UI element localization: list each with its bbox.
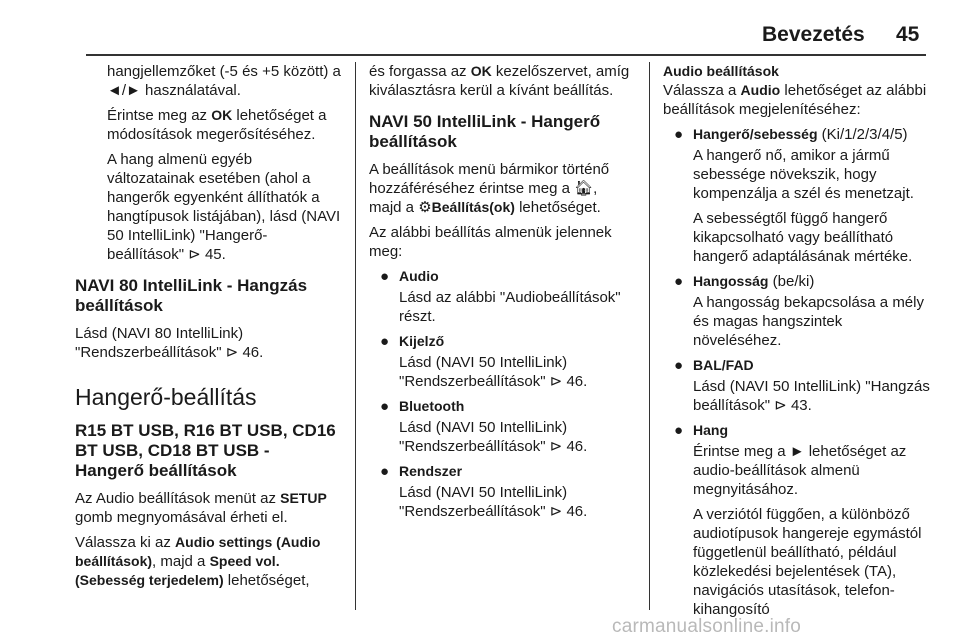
item-title: Rendszer (399, 463, 463, 479)
bullet-icon: ● (674, 357, 684, 374)
text: lehetőséget az alábbi beállítások megjelenítéséhez: (663, 82, 927, 118)
text: Válassza ki az (75, 534, 176, 551)
list-item (369, 332, 633, 391)
heading-r15: R15 BT USB, R16 BT USB, CD16 BT USB, CD18 BT USB - Hangerő beállítások (75, 421, 336, 480)
text: , majd a (369, 180, 598, 216)
item-suffix: (Ki/1/2/3/4/5) (817, 126, 908, 143)
bold-text: Audio (740, 82, 781, 98)
column-divider-1 (355, 62, 356, 610)
bold-text: Beállítás(ok) (431, 199, 515, 215)
paragraph (75, 533, 343, 590)
list-item (369, 462, 633, 521)
main-heading: Hangerő-beállítás (75, 384, 257, 410)
bullet-icon: ● (674, 273, 684, 290)
item-text: A hangosság bekapcsolása a mély és magas hangszintek növeléséhez. (693, 294, 924, 349)
bullet-icon: ● (674, 422, 684, 439)
watermark: carmanualsonline.info (612, 616, 802, 637)
item-text: A sebességtől függő hangerő kikapcsolható vagy beállítható hangerő adaptálásának mértéke. (693, 210, 913, 265)
item-text: Lásd (NAVI 50 IntelliLink) "Rendszerbeállítások" ⊳ 46. (399, 484, 588, 520)
column-divider-2 (649, 62, 650, 610)
text: Válassza a (663, 82, 741, 99)
text: és forgassa az (369, 63, 471, 80)
list-item (663, 421, 931, 619)
paragraph: A hang almenü egyéb változatainak esetében (ahol a hangerők egyenként állíthatók a hangtípusok listájában), lásd (NAVI 50 IntelliLink) "Hangerő-beállítások" ⊳ 45. (107, 151, 341, 263)
list-item (369, 267, 633, 326)
paragraph: Lásd (NAVI 80 IntelliLink) "Rendszerbeállítások" ⊳ 46. (75, 325, 264, 361)
text: Érintse meg az (107, 107, 212, 124)
bold-text: Audio settings (Audio beállítások) (75, 534, 321, 569)
item-text: Lásd az alábbi "Audiobeállítások" részt. (399, 289, 621, 325)
paragraph: Az alábbi beállítás almenük jelennek meg: (369, 224, 612, 260)
text: kezelőszervet, amíg kiválasztásra kerül a kívánt beállítás. (369, 63, 630, 99)
column-3 (663, 62, 931, 625)
heading-navi50: NAVI 50 IntelliLink - Hangerő beállítások (369, 112, 601, 151)
list-item (663, 356, 931, 415)
item-title: Kijelző (399, 333, 445, 349)
text: , majd a (152, 553, 210, 570)
paragraph (369, 62, 633, 100)
header-rule (86, 54, 926, 56)
home-icon: 🏠︎ (574, 180, 594, 197)
list-item (663, 125, 931, 266)
item-title: Hang (693, 422, 728, 438)
text: A beállítások menü bármikor történő hozzáféréséhez érintse meg a (369, 161, 610, 197)
bullet-icon: ● (674, 126, 684, 143)
gear-icon: ⚙ (418, 199, 432, 216)
paragraph (663, 81, 931, 119)
section-title: Bevezetés (762, 23, 865, 46)
bold-text: SETUP (280, 490, 327, 506)
bold-text: Speed vol. (Sebesség terjedelem) (75, 553, 280, 588)
item-text: Érintse meg a ► lehetőséget az audio-beállítások almenü megnyitásához. (693, 443, 907, 498)
item-suffix: (be/ki) (768, 273, 815, 290)
item-text: A verziótól függően, a különböző audiotípusok hangereje egymástól függetlenül beállítható, például közlekedési bejelentések (TA), navigációs utasítások, telefon-kihangosító (693, 506, 922, 618)
item-title: Hangosság (693, 273, 769, 289)
page-number: 45 (896, 23, 920, 46)
item-text: Lásd (NAVI 50 IntelliLink) "Rendszerbeállítások" ⊳ 46. (399, 419, 588, 455)
column-1 (75, 62, 343, 596)
list-item (369, 397, 633, 456)
text: lehetőséget. (514, 199, 601, 216)
text: lehetőséget a módosítások megerősítéséhez. (107, 107, 327, 143)
item-text: A hangerő nő, amikor a jármű sebessége növekszik, hogy kompenzálja a szél és menetzajt. (693, 147, 914, 202)
paragraph (107, 106, 343, 144)
item-text: Lásd (NAVI 50 IntelliLink) "Rendszerbeállítások" ⊳ 46. (399, 354, 588, 390)
item-title: BAL/FAD (693, 357, 754, 373)
bullet-icon: ● (380, 333, 390, 350)
heading-navi80: NAVI 80 IntelliLink - Hangzás beállítások (75, 276, 308, 315)
column-2 (369, 62, 633, 527)
paragraph: hangjellemzőket (-5 és +5 között) a ◄/► használatával. (107, 63, 341, 99)
list-item (663, 272, 931, 350)
item-title: Bluetooth (399, 398, 465, 414)
paragraph (369, 160, 633, 217)
item-title: Audio (399, 268, 439, 284)
bold-text: OK (470, 63, 492, 79)
text: gomb megnyomásával érheti el. (75, 509, 288, 526)
heading-audio-settings: Audio beállítások (663, 63, 779, 79)
bold-text: OK (211, 107, 233, 123)
bullet-icon: ● (380, 463, 390, 480)
item-text: Lásd (NAVI 50 IntelliLink) "Hangzás beállítások" ⊳ 43. (693, 378, 930, 414)
bullet-icon: ● (380, 398, 390, 415)
bullet-icon: ● (380, 268, 390, 285)
text: lehetőséget, (223, 572, 310, 589)
text: Az Audio beállítások menüt az (75, 490, 281, 507)
item-title: Hangerő/sebesség (693, 126, 818, 142)
page-header (0, 0, 960, 58)
paragraph (75, 489, 343, 527)
